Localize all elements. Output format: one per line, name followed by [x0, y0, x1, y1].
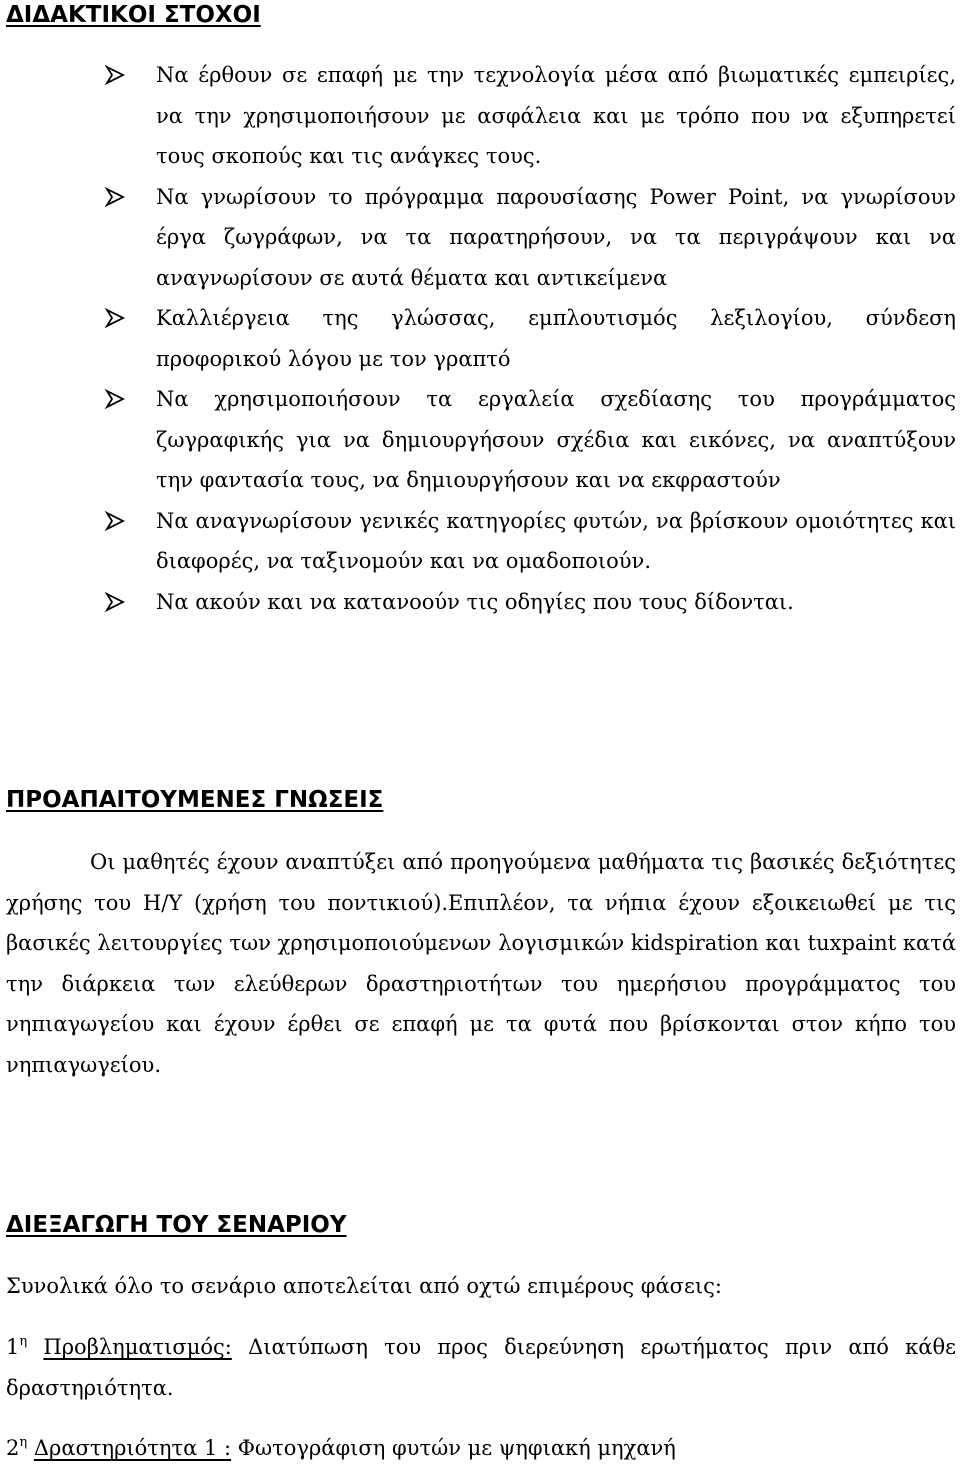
scenario-intro: Συνολικά όλο το σενάριο αποτελείται από οχτώ επιμέρους φάσεις:: [6, 1274, 722, 1298]
objective-item: [104, 582, 956, 623]
phase-label: Προβληματισμός:: [43, 1335, 232, 1359]
objective-text: Καλλιέργεια της γλώσσας, εμπλουτισμός λεξιλογίου, σύνδεση προφορικού λόγου με τον γραπτό: [156, 306, 956, 371]
objective-text: Να χρησιμοποιήσουν τα εργαλεία σχεδίασης του προγράμματος ζωγραφικής για να δημιουργήσουν σχέδια και εικόνες, να αναπτύξουν την φαντασία τους, να δημιουργήσουν και να εκφραστούν: [156, 387, 956, 492]
scenario-heading: ΔΙΕΞΑΓΩΓΗ ΤΟΥ ΣΕΝΑΡΙΟΥ: [6, 1212, 347, 1238]
arrowhead-bullet-icon: [104, 591, 126, 613]
phase-label: Δραστηριότητα 1 :: [33, 1436, 232, 1460]
phase-text: Φωτογράφιση φυτών με ψηφιακή μηχανή: [231, 1436, 676, 1460]
phase-item: [6, 1428, 676, 1469]
prerequisites-heading: ΠΡΟΑΠΑΙΤΟΥΜΕΝΕΣ ΓΝΩΣΕΙΣ: [6, 787, 384, 813]
objective-item: [104, 177, 956, 299]
arrowhead-bullet-icon: [104, 510, 126, 532]
phase-number: 2: [6, 1436, 20, 1460]
phase-number: 1: [6, 1335, 20, 1359]
prerequisites-paragraph: Οι μαθητές έχουν αναπτύξει από προηγούμενα μαθήματα τις βασικές δεξιότητες χρήσης του Η/Υ (χρήση του ποντικιού).Επιπλέον, τα νήπια έχουν εξοικειωθεί με τις βασικές λειτουργίες των χρησιμοποιούμενων λογισμικών kidspiration και tuxpaint κατά την διάρκεια των ελεύθερων δραστηριοτήτων του ημερήσιου προγράμματος του νηπιαγωγείου και έχουν έρθει σε επαφή με τα φυτά που βρίσκονται στον κήπο του νηπιαγωγείου.: [6, 850, 956, 1077]
phase-ordinal: η: [19, 1435, 28, 1450]
objective-text: Να αναγνωρίσουν γενικές κατηγορίες φυτών, να βρίσκουν ομοιότητες και διαφορές, να ταξινομούν και να ομαδοποιούν.: [156, 508, 956, 573]
phase-text: Διατύπωση του προς διερεύνηση ερωτήματος πριν από κάθε δραστηριότητα.: [6, 1335, 956, 1400]
phase-item: [6, 1327, 956, 1408]
objective-item: [104, 379, 956, 501]
arrowhead-bullet-icon: [104, 64, 126, 86]
arrowhead-bullet-icon: [104, 307, 126, 329]
objectives-heading: ΔΙΔΑΚΤΙΚΟΙ ΣΤΟΧΟΙ: [6, 2, 261, 28]
objective-item: [104, 298, 956, 379]
objectives-list: [104, 55, 956, 622]
objective-text: Να γνωρίσουν το πρόγραμμα παρουσίασης Power Point, να γνωρίσουν έργα ζωγράφων, να τα παρατηρήσουν, να τα περιγράψουν και να αναγνωρίσουν σε αυτά θέματα και αντικείμενα: [156, 184, 956, 290]
objective-item: [104, 501, 956, 582]
objective-text: Να έρθουν σε επαφή με την τεχνολογία μέσα από βιωματικές εμπειρίες, να την χρησιμοποιήσουν με ασφάλεια και με τρόπο που να εξυπηρετεί τους σκοπούς και τις ανάγκες τους.: [156, 63, 956, 168]
objective-text: Να ακούν και να κατανοούν τις οδηγίες που τους δίδονται.: [156, 589, 794, 614]
arrowhead-bullet-icon: [104, 186, 126, 208]
phase-ordinal: η: [19, 1334, 28, 1349]
arrowhead-bullet-icon: [104, 388, 126, 410]
objective-item: [104, 55, 956, 177]
